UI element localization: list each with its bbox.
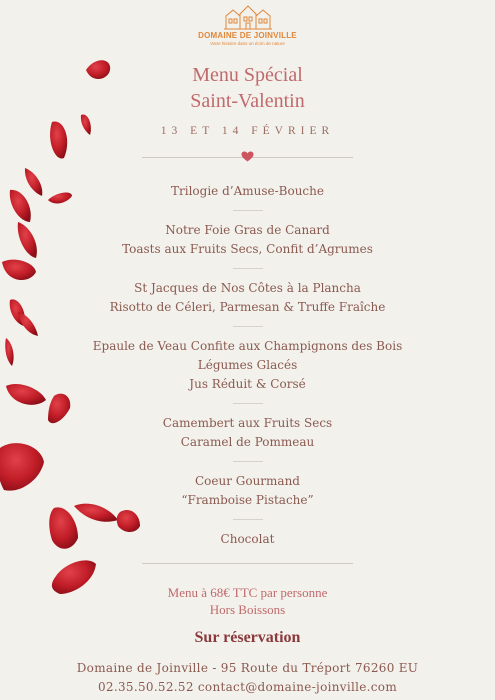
rose-petal: [6, 384, 46, 405]
rose-petal: [18, 222, 37, 258]
rose-petal: [25, 168, 42, 196]
menu-course: [80, 221, 415, 259]
menu-course: [80, 279, 415, 317]
rose-petal: [0, 443, 44, 491]
menu-course: [80, 530, 415, 549]
title-line-2: Saint-Valentin: [190, 90, 305, 112]
rose-petal: [48, 193, 72, 204]
course-line: Notre Foie Gras de Canard: [165, 223, 330, 237]
menu-course: [80, 414, 415, 452]
menu-course: [80, 337, 415, 394]
course-line: Jus Réduit & Corsé: [189, 377, 306, 391]
course-line: Coeur Gourmand: [194, 474, 300, 488]
course-divider: [233, 403, 263, 404]
course-line: Epaule de Veau Confite aux Champignons des Bois: [92, 339, 403, 353]
menu-course: [80, 182, 415, 201]
reservation-note: Sur réservation: [194, 629, 301, 646]
event-date: 13 ET 14 FÉVRIER: [160, 125, 335, 137]
course-divider: [233, 210, 263, 211]
price-block: [0, 584, 495, 618]
footer-address: Domaine de Joinville - 95 Route du Tréport 76260 EU: [76, 661, 419, 675]
course-line: Caramel de Pommeau: [180, 435, 315, 449]
page-title: [0, 62, 495, 114]
course-line: Camembert aux Fruits Secs: [162, 416, 333, 430]
domaine-building-icon: [223, 4, 273, 30]
course-line: St Jacques de Nos Côtes à la Plancha: [134, 281, 361, 295]
rose-petal: [5, 338, 13, 366]
course-divider: [233, 326, 263, 327]
rose-petal: [10, 190, 31, 222]
course-line: Risotto de Céleri, Parmesan & Truffe Fraîche: [109, 300, 386, 314]
rose-petal: [49, 507, 78, 548]
rose-petal: [2, 260, 36, 280]
footer: [0, 659, 495, 697]
course-divider: [233, 461, 263, 462]
logo-name: DOMAINE DE JOINVILLE: [198, 31, 297, 40]
heart-icon: [241, 151, 254, 162]
logo: [0, 4, 495, 46]
rose-petal: [48, 394, 70, 424]
logo-tagline: Votre histoire dans un écrin de nature: [210, 41, 285, 46]
course-divider: [233, 519, 263, 520]
divider-bottom: [142, 563, 353, 564]
price-line: Menu à 68€ TTC par personne: [167, 585, 328, 600]
price-note: Hors Boissons: [209, 602, 286, 617]
course-line: Chocolat: [220, 532, 275, 546]
menu-course: [80, 472, 415, 510]
footer-contact: 02.35.50.52.52 contact@domaine-joinville.com: [97, 680, 398, 694]
course-line: Toasts aux Fruits Secs, Confit d’Agrumes: [122, 242, 373, 256]
title-line-1: Menu Spécial: [192, 64, 303, 86]
course-line: Légumes Glacés: [197, 358, 298, 372]
menu-courses: [80, 182, 415, 549]
course-line: “Framboise Pistache”: [181, 493, 314, 507]
course-line: Trilogie d’Amuse-Bouche: [171, 184, 324, 198]
course-divider: [233, 268, 263, 269]
